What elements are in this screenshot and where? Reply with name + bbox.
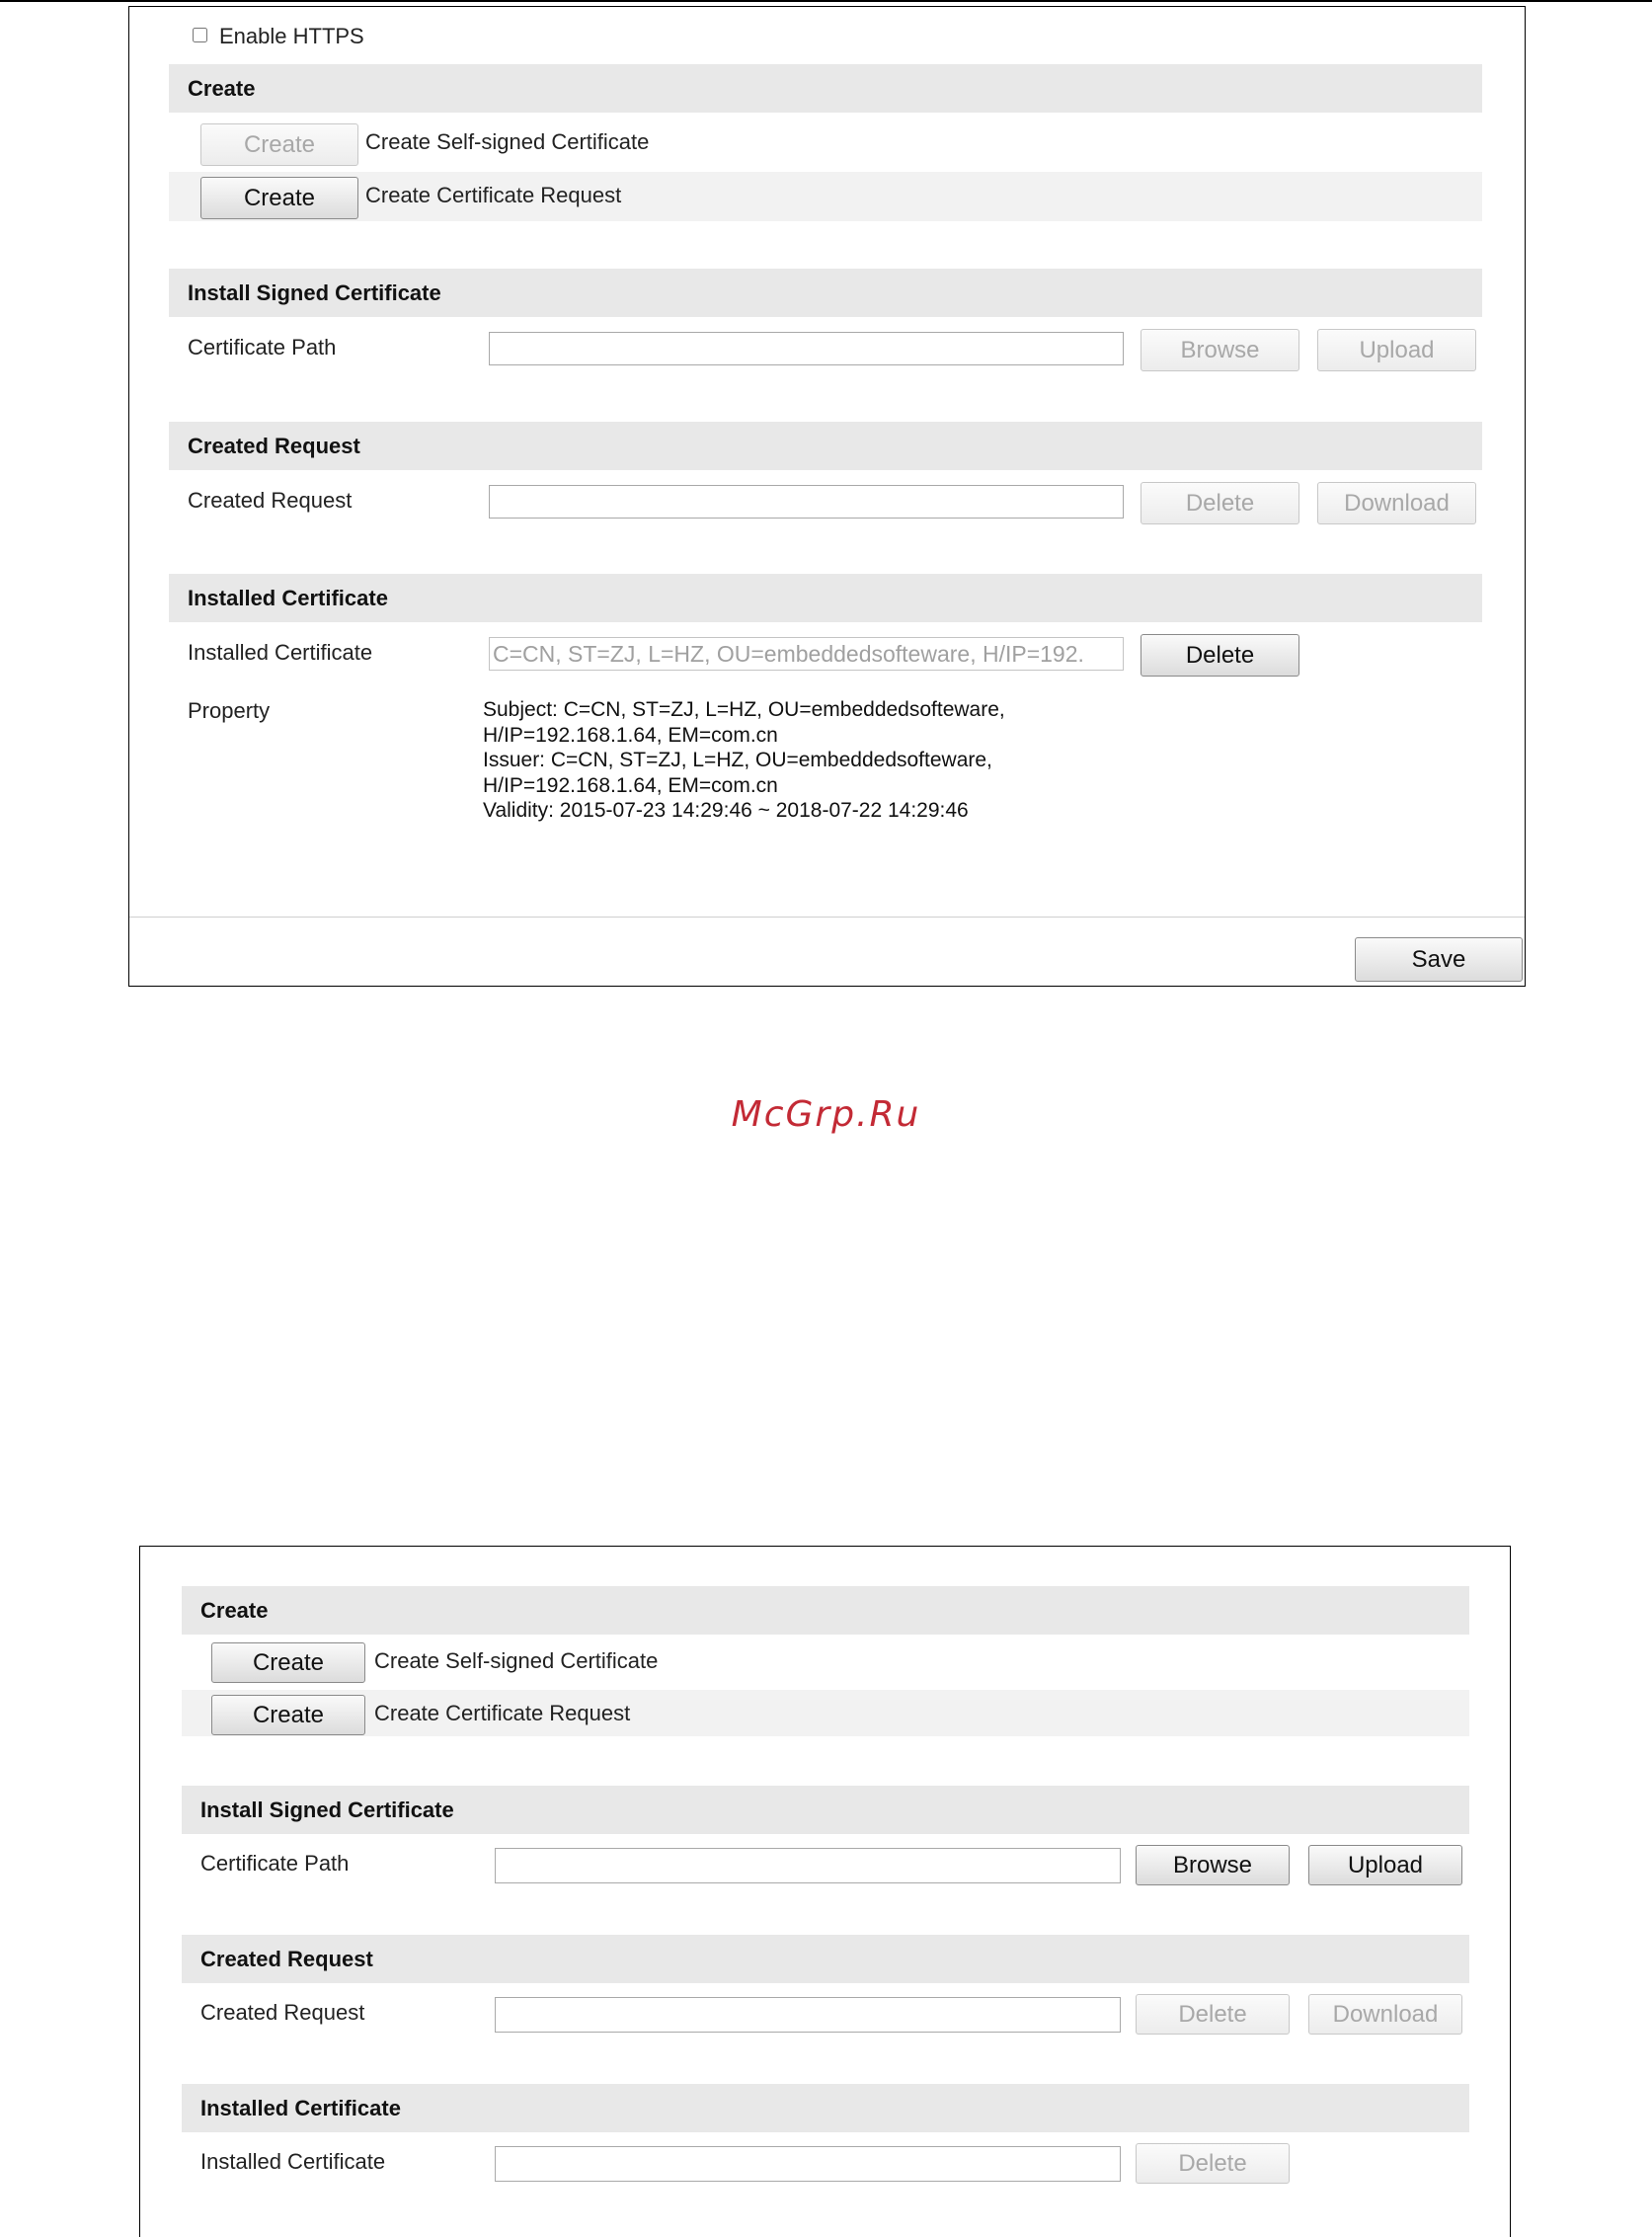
certificate-path-input[interactable] [489, 332, 1124, 365]
create-section-title: Create [188, 75, 256, 101]
create-self-signed-button[interactable]: Create [200, 123, 358, 166]
install-section-title: Install Signed Certificate [200, 1797, 454, 1822]
installed-certificate-section-title: Installed Certificate [200, 2095, 401, 2120]
upload-button[interactable]: Upload [1308, 1845, 1462, 1885]
delete-request-button[interactable]: Delete [1141, 482, 1299, 524]
create-self-signed-button[interactable]: Create [211, 1642, 365, 1683]
installed-certificate-section-title: Installed Certificate [188, 585, 388, 610]
property-line: H/IP=192.168.1.64, EM=com.cn [483, 773, 778, 797]
certificate-property-text [483, 697, 1005, 824]
browse-button[interactable]: Browse [1136, 1845, 1290, 1885]
created-request-section-title: Created Request [188, 433, 360, 458]
created-request-section-header [182, 1935, 1469, 1983]
https-settings-panel-default [139, 1546, 1511, 2237]
download-request-button[interactable]: Download [1308, 1994, 1462, 2035]
delete-installed-certificate-button[interactable]: Delete [1141, 634, 1299, 677]
install-section-header [182, 1786, 1469, 1834]
create-section-header [169, 64, 1482, 113]
footer-divider [129, 917, 1525, 918]
enable-https-checkbox[interactable] [193, 28, 207, 42]
save-button[interactable]: Save [1355, 937, 1523, 982]
created-request-section-title: Created Request [200, 1946, 373, 1971]
upload-button[interactable]: Upload [1317, 329, 1476, 371]
install-section-title: Install Signed Certificate [188, 280, 441, 305]
create-section-title: Create [200, 1597, 269, 1623]
installed-certificate-input[interactable] [489, 637, 1124, 671]
delete-installed-certificate-button[interactable]: Delete [1136, 2143, 1290, 2184]
create-request-label: Create Certificate Request [365, 183, 622, 207]
browse-button[interactable]: Browse [1141, 329, 1299, 371]
create-section-header [182, 1586, 1469, 1635]
watermark-text: McGrp.Ru [731, 1094, 921, 1135]
property-line: Subject: C=CN, ST=ZJ, L=HZ, OU=embeddedsofteware, [483, 698, 1005, 721]
page-top-rule [0, 0, 1652, 2]
delete-request-button[interactable]: Delete [1136, 1994, 1290, 2035]
install-section-header [169, 269, 1482, 317]
created-request-input[interactable] [495, 1997, 1121, 2033]
installed-certificate-section-header [182, 2084, 1469, 2132]
installed-certificate-label: Installed Certificate [188, 640, 373, 665]
create-request-button[interactable]: Create [200, 177, 358, 219]
certificate-path-label: Certificate Path [200, 1851, 350, 1876]
create-request-label: Create Certificate Request [374, 1701, 631, 1725]
created-request-section-header [169, 422, 1482, 470]
certificate-path-input[interactable] [495, 1848, 1121, 1883]
enable-https-label: Enable HTTPS [219, 24, 364, 48]
create-self-signed-label: Create Self-signed Certificate [374, 1648, 659, 1673]
download-request-button[interactable]: Download [1317, 482, 1476, 524]
created-request-label: Created Request [200, 2000, 365, 2025]
installed-certificate-label: Installed Certificate [200, 2149, 386, 2174]
created-request-input[interactable] [489, 485, 1124, 519]
create-request-button[interactable]: Create [211, 1695, 365, 1735]
created-request-label: Created Request [188, 488, 353, 513]
property-line: Validity: 2015-07-23 14:29:46 ~ 2018-07-22 14:29:46 [483, 799, 969, 822]
installed-certificate-section-header [169, 574, 1482, 622]
create-self-signed-label: Create Self-signed Certificate [365, 129, 650, 154]
property-line: H/IP=192.168.1.64, EM=com.cn [483, 723, 778, 747]
https-settings-panel-enabled [128, 6, 1526, 987]
certificate-path-label: Certificate Path [188, 335, 337, 360]
property-label: Property [188, 698, 271, 723]
installed-certificate-input[interactable] [495, 2146, 1121, 2182]
property-line: Issuer: C=CN, ST=ZJ, L=HZ, OU=embeddedsofteware, [483, 749, 992, 771]
